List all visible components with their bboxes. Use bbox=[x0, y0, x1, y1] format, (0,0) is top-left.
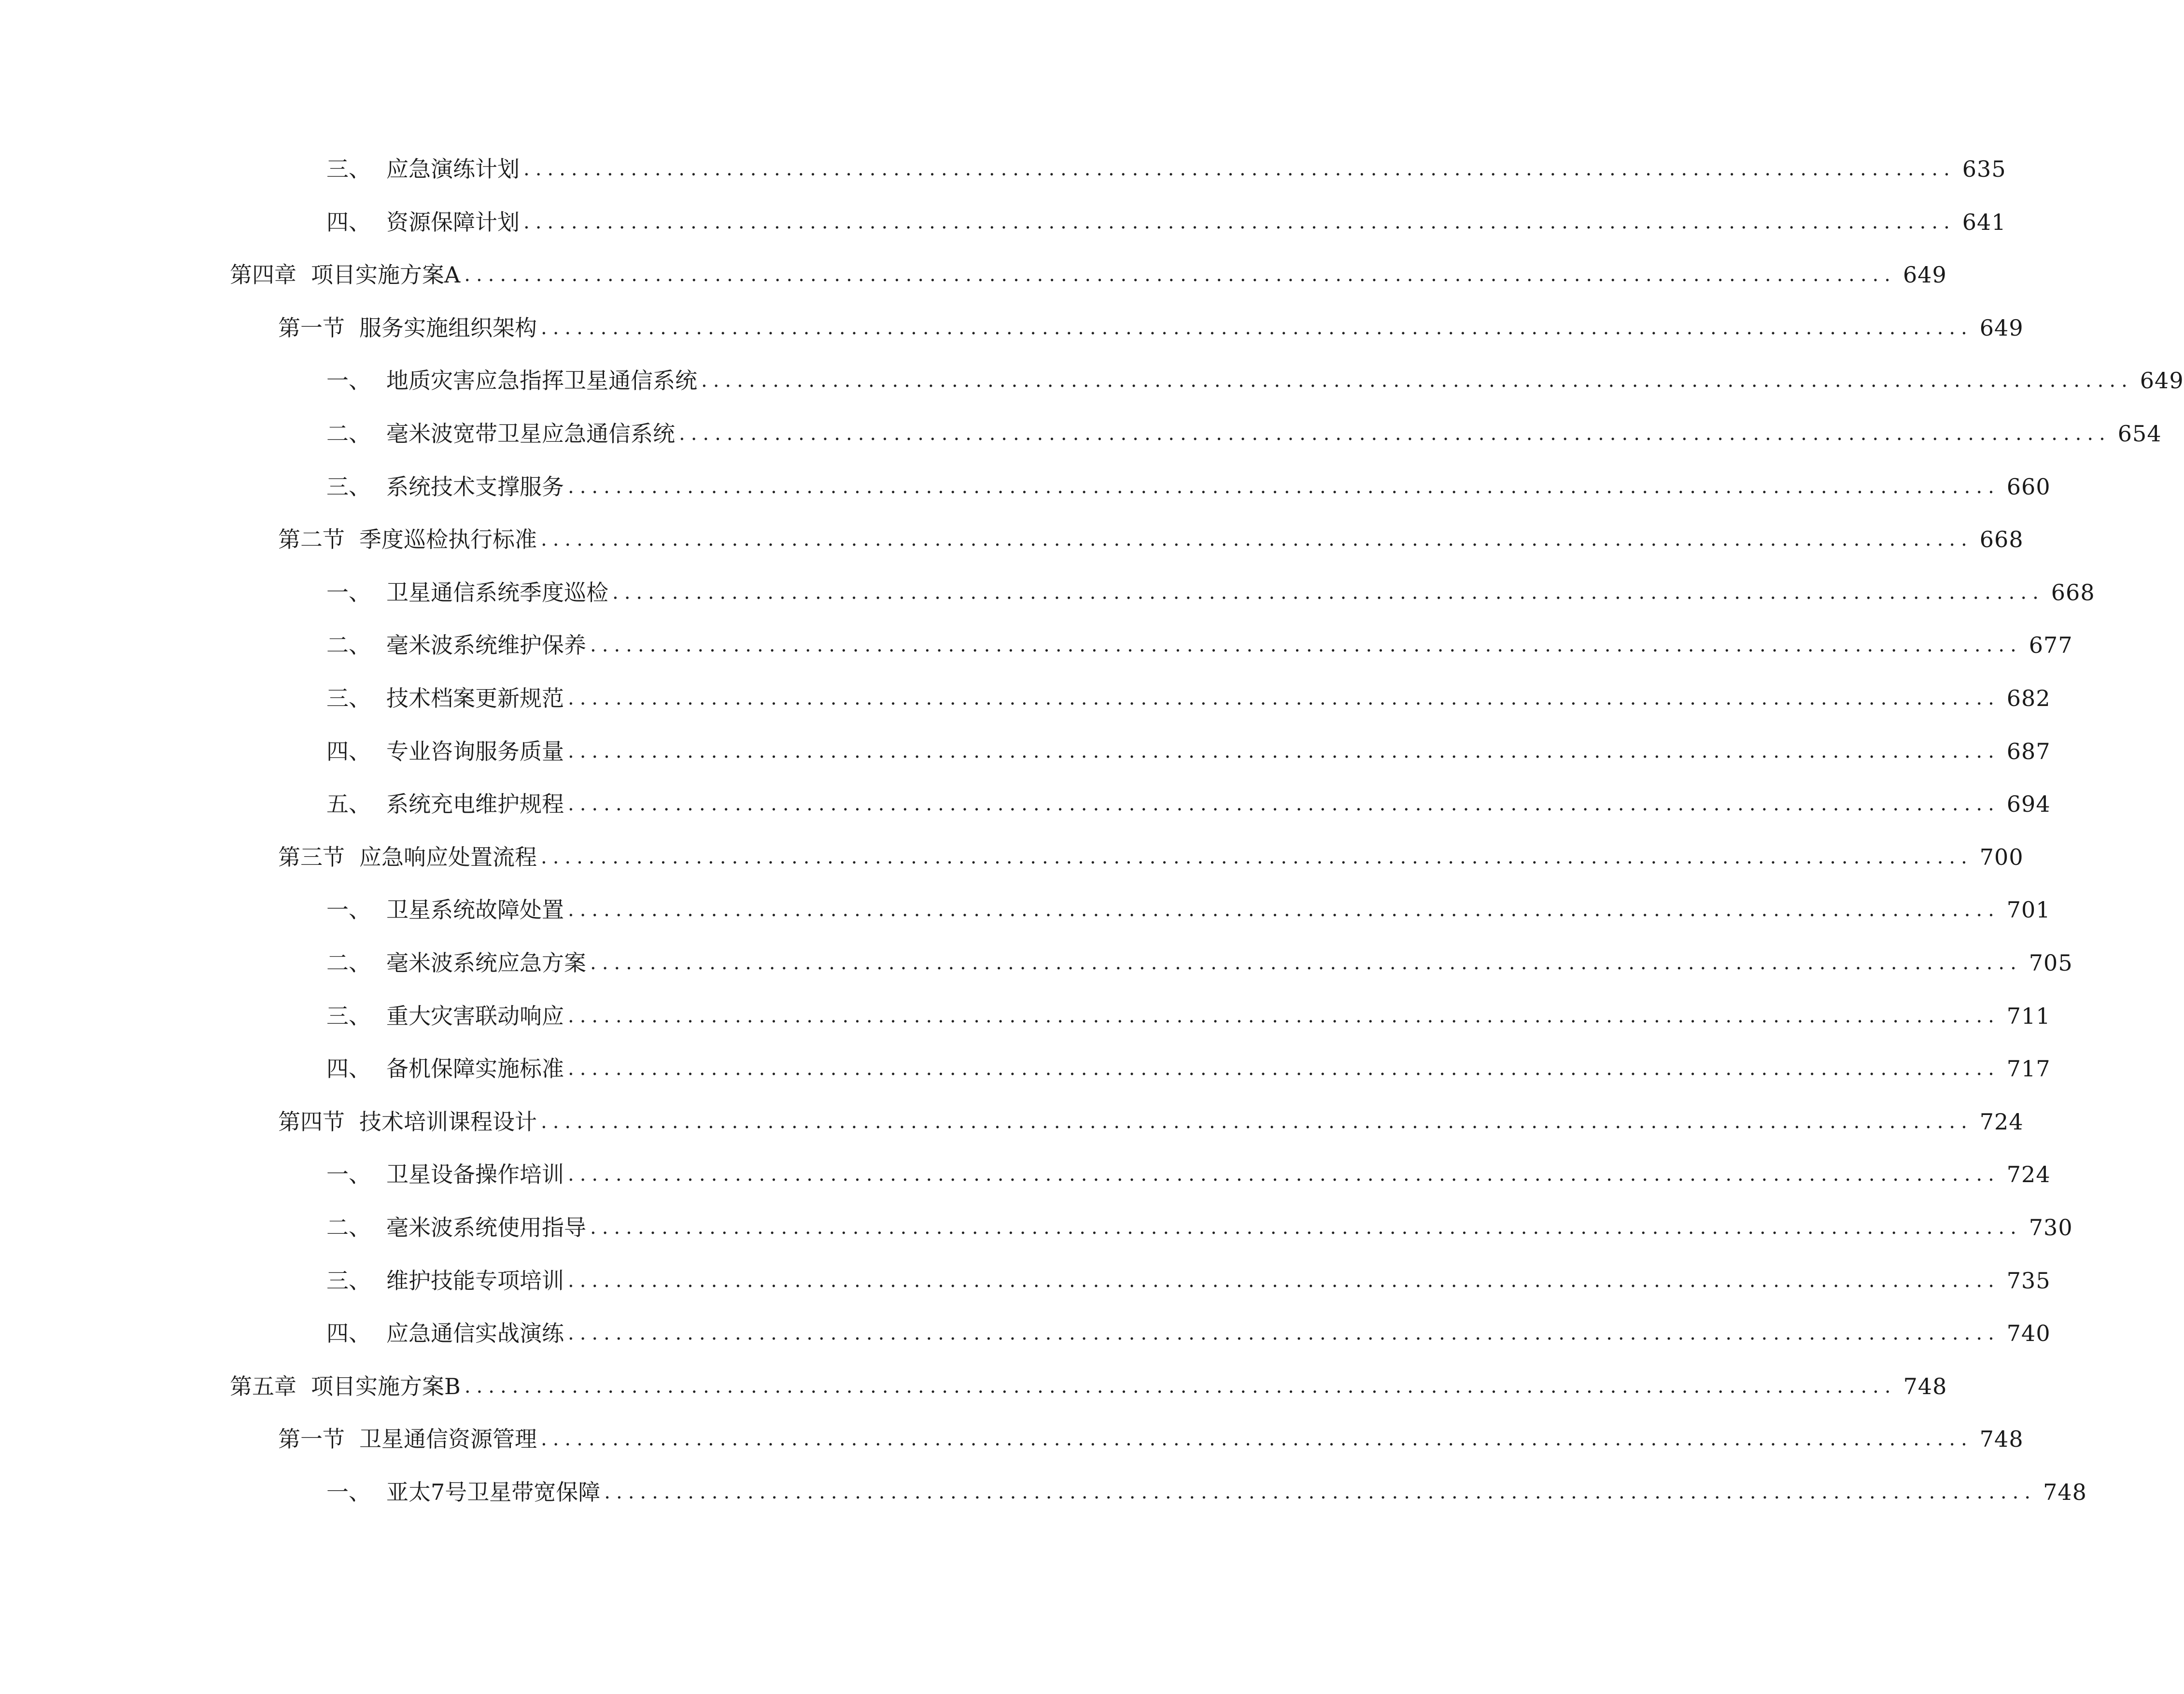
toc-entry-title: 项目实施方案A bbox=[311, 262, 461, 288]
toc-entry-title: 毫米波系统维护保养 bbox=[386, 632, 586, 658]
dot-leader: ........................................................................................................................ bbox=[590, 952, 2022, 974]
toc-entry-section[interactable] bbox=[278, 838, 2024, 876]
toc-entry-title: 亚太7号卫星带宽保障 bbox=[386, 1479, 601, 1505]
dot-leader: ........................................................................................................................ bbox=[604, 1481, 2037, 1503]
toc-entry-title: 应急响应处置流程 bbox=[359, 844, 537, 870]
toc-entry-chapter[interactable] bbox=[230, 255, 1947, 294]
toc-entry-page-number: 730 bbox=[2029, 1214, 2073, 1241]
toc-entry-page-number: 682 bbox=[2006, 685, 2051, 711]
toc-entry-page-number: 748 bbox=[2043, 1479, 2087, 1505]
toc-entry-title: 项目实施方案B bbox=[311, 1373, 461, 1399]
dot-leader: ........................................................................................................................ bbox=[568, 899, 2000, 921]
toc-entry-title: 系统充电维护规程 bbox=[386, 791, 564, 817]
toc-entry-page-number: 687 bbox=[2006, 738, 2051, 764]
toc-entry-item[interactable] bbox=[326, 1473, 2087, 1511]
toc-entry-item[interactable] bbox=[326, 414, 2162, 453]
toc-entry-page-number: 717 bbox=[2006, 1056, 2051, 1082]
toc-entry-title: 重大灾害联动响应 bbox=[386, 1003, 564, 1029]
toc-entry-item[interactable] bbox=[326, 1261, 2051, 1300]
dot-leader: ........................................................................................................................ bbox=[523, 211, 1956, 233]
dot-leader: ........................................................................................................................ bbox=[612, 581, 2044, 604]
dot-leader: ........................................................................................................................ bbox=[541, 846, 1973, 868]
dot-leader: ........................................................................................................................ bbox=[541, 1428, 1973, 1450]
toc-entry-item[interactable] bbox=[326, 1155, 2051, 1194]
toc-entry-number: 第二节 bbox=[278, 526, 345, 552]
toc-entry-page-number: 700 bbox=[1979, 844, 2024, 870]
toc-entry-title: 服务实施组织架构 bbox=[359, 315, 537, 341]
toc-entry-item[interactable] bbox=[326, 1314, 2051, 1353]
toc-entry-page-number: 660 bbox=[2006, 474, 2051, 500]
toc-entry-number: 四、 bbox=[326, 1320, 371, 1346]
toc-entry-title: 备机保障实施标准 bbox=[386, 1056, 564, 1082]
toc-entry-title: 应急通信实战演练 bbox=[386, 1320, 564, 1346]
toc-entry-page-number: 748 bbox=[1903, 1373, 1947, 1399]
dot-leader: ........................................................................................................................ bbox=[568, 687, 2000, 709]
toc-entry-number: 三、 bbox=[326, 474, 371, 500]
dot-leader: ........................................................................................................................ bbox=[568, 793, 2000, 815]
toc-entry-page-number: 649 bbox=[1979, 315, 2024, 341]
dot-leader: ........................................................................................................................ bbox=[568, 1058, 2000, 1080]
toc-entry-number: 第四节 bbox=[278, 1109, 345, 1135]
dot-leader: ........................................................................................................................ bbox=[568, 1163, 2000, 1186]
toc-entry-section[interactable] bbox=[278, 309, 2024, 347]
toc-entry-title: 技术培训课程设计 bbox=[359, 1109, 537, 1135]
toc-entry-number: 二、 bbox=[326, 950, 371, 976]
toc-entry-number: 三、 bbox=[326, 1268, 371, 1294]
toc-entry-number: 一、 bbox=[326, 1161, 371, 1187]
toc-entry-number: 四、 bbox=[326, 738, 371, 764]
toc-entry-title: 技术档案更新规范 bbox=[386, 685, 564, 711]
toc-entry-number: 第一节 bbox=[278, 1426, 345, 1452]
toc-entry-title: 毫米波系统应急方案 bbox=[386, 950, 586, 976]
toc-entry-number: 第四章 bbox=[230, 262, 296, 288]
toc-entry-number: 一、 bbox=[326, 1479, 371, 1505]
toc-entry-number: 四、 bbox=[326, 209, 371, 235]
dot-leader: ........................................................................................................................ bbox=[568, 740, 2000, 762]
toc-entry-section[interactable] bbox=[278, 1102, 2024, 1141]
dot-leader: ........................................................................................................................ bbox=[568, 1322, 2000, 1344]
toc-entry-number: 三、 bbox=[326, 1003, 371, 1029]
toc-entry-number: 一、 bbox=[326, 367, 371, 394]
dot-leader: ........................................................................................................................ bbox=[464, 1375, 1897, 1398]
toc-entry-page-number: 635 bbox=[1962, 156, 2006, 182]
toc-entry-number: 三、 bbox=[326, 156, 371, 182]
toc-entry-page-number: 724 bbox=[1979, 1109, 2024, 1135]
toc-entry-page-number: 649 bbox=[1903, 262, 1947, 288]
toc-entry-page-number: 705 bbox=[2029, 950, 2073, 976]
toc-entry-title: 毫米波宽带卫星应急通信系统 bbox=[386, 421, 675, 447]
dot-leader: ........................................................................................................................ bbox=[679, 423, 2111, 445]
toc-entry-title: 卫星设备操作培训 bbox=[386, 1161, 564, 1187]
dot-leader: ........................................................................................................................ bbox=[590, 634, 2022, 656]
toc-entry-item[interactable] bbox=[326, 785, 2051, 823]
toc-entry-page-number: 701 bbox=[2006, 897, 2051, 923]
toc-entry-number: 第五章 bbox=[230, 1373, 296, 1399]
toc-entry-number: 第三节 bbox=[278, 844, 345, 870]
toc-entry-page-number: 724 bbox=[2006, 1161, 2051, 1187]
toc-entry-title: 卫星通信资源管理 bbox=[359, 1426, 537, 1452]
toc-entry-title: 卫星系统故障处置 bbox=[386, 897, 564, 923]
dot-leader: ........................................................................................................................ bbox=[464, 264, 1897, 286]
toc-entry-title: 毫米波系统使用指导 bbox=[386, 1214, 586, 1241]
toc-entry-title: 地质灾害应急指挥卫星通信系统 bbox=[386, 367, 697, 394]
toc-entry-page-number: 694 bbox=[2006, 791, 2051, 817]
toc-entry-page-number: 649 bbox=[2140, 367, 2184, 394]
dot-leader: ........................................................................................................................ bbox=[701, 369, 2133, 392]
dot-leader: ........................................................................................................................ bbox=[541, 317, 1973, 339]
toc-entry-title: 系统技术支撑服务 bbox=[386, 474, 564, 500]
toc-entry-item[interactable] bbox=[326, 203, 2006, 241]
toc-entry-item[interactable] bbox=[326, 467, 2051, 506]
toc-entry-number: 二、 bbox=[326, 632, 371, 658]
toc-entry-page-number: 711 bbox=[2006, 1003, 2051, 1029]
toc-entry-item[interactable] bbox=[326, 573, 2095, 612]
toc-entry-title: 维护技能专项培训 bbox=[386, 1268, 564, 1294]
toc-entry-item[interactable] bbox=[326, 732, 2051, 771]
toc-entry-number: 三、 bbox=[326, 685, 371, 711]
toc-entry-page-number: 735 bbox=[2006, 1268, 2051, 1294]
toc-entry-page-number: 668 bbox=[1979, 526, 2024, 552]
toc-entry-page-number: 748 bbox=[1979, 1426, 2024, 1452]
toc-entry-item[interactable] bbox=[326, 944, 2073, 982]
dot-leader: ........................................................................................................................ bbox=[568, 1270, 2000, 1292]
toc-entry-number: 第一节 bbox=[278, 315, 345, 341]
toc-entry-page-number: 677 bbox=[2029, 632, 2073, 658]
toc-entry-number: 五、 bbox=[326, 791, 371, 817]
toc-entry-number: 四、 bbox=[326, 1056, 371, 1082]
toc-entry-item[interactable] bbox=[326, 626, 2073, 664]
toc-entry-number: 二、 bbox=[326, 1214, 371, 1241]
toc-entry-title: 专业咨询服务质量 bbox=[386, 738, 564, 764]
toc-entry-item[interactable] bbox=[326, 150, 2006, 188]
dot-leader: ........................................................................................................................ bbox=[590, 1216, 2022, 1239]
dot-leader: ........................................................................................................................ bbox=[523, 158, 1956, 180]
dot-leader: ........................................................................................................................ bbox=[541, 1111, 1973, 1133]
toc-entry-number: 一、 bbox=[326, 897, 371, 923]
toc-entry-title: 季度巡检执行标准 bbox=[359, 526, 537, 552]
toc-entry-page-number: 740 bbox=[2006, 1320, 2051, 1346]
toc-entry-page-number: 654 bbox=[2117, 421, 2162, 447]
toc-entry-section[interactable] bbox=[278, 1420, 2024, 1458]
dot-leader: ........................................................................................................................ bbox=[568, 1005, 2000, 1027]
toc-entry-chapter[interactable] bbox=[230, 1367, 1947, 1406]
toc-entry-item[interactable] bbox=[326, 361, 2184, 400]
dot-leader: ........................................................................................................................ bbox=[568, 476, 2000, 498]
toc-entry-item[interactable] bbox=[326, 997, 2051, 1035]
toc-entry-item[interactable] bbox=[326, 1049, 2051, 1088]
toc-entry-item[interactable] bbox=[326, 890, 2051, 929]
toc-entry-item[interactable] bbox=[326, 1208, 2073, 1247]
toc-entry-item[interactable] bbox=[326, 679, 2051, 718]
toc-entry-number: 一、 bbox=[326, 579, 371, 606]
dot-leader: ........................................................................................................................ bbox=[541, 528, 1973, 551]
toc-entry-page-number: 668 bbox=[2051, 579, 2095, 606]
toc-entry-title: 资源保障计划 bbox=[386, 209, 520, 235]
toc-entry-page-number: 641 bbox=[1962, 209, 2006, 235]
toc-entry-title: 卫星通信系统季度巡检 bbox=[386, 579, 608, 606]
toc-entry-number: 二、 bbox=[326, 421, 371, 447]
toc-entry-title: 应急演练计划 bbox=[386, 156, 520, 182]
toc-entry-section[interactable] bbox=[278, 520, 2024, 559]
